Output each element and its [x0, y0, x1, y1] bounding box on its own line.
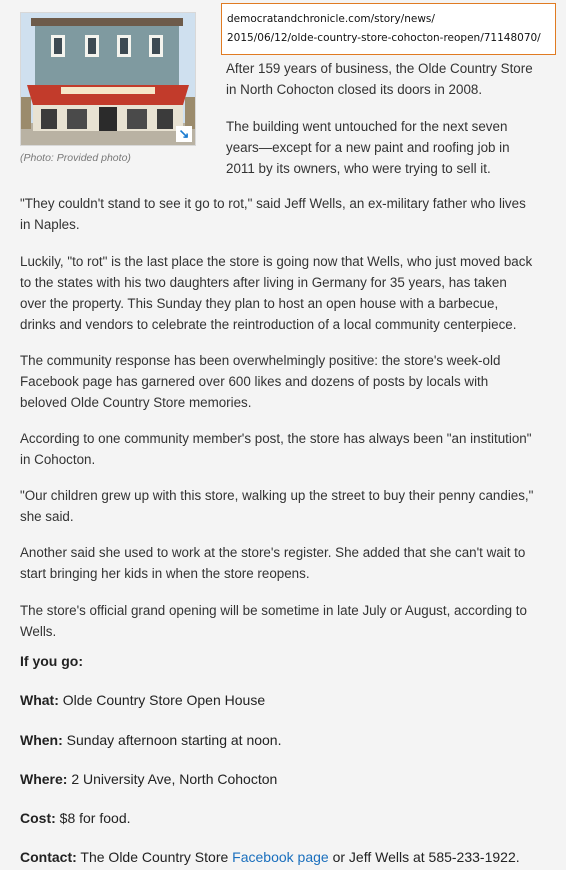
photo-caption: (Photo: Provided photo)	[20, 152, 131, 164]
text-line: beloved Olde Country Store memories.	[20, 395, 252, 410]
text-line: in Cohocton.	[20, 452, 96, 467]
text-line: Another said she used to work at the store's register. She added that she can't wait to	[20, 545, 526, 560]
article-paragraph-2	[226, 116, 556, 179]
source-url-line-2: 2015/06/12/olde-country-store-cohocton-reopen/71148070/	[227, 32, 541, 44]
text-line: start bringing her kids in when the store reopens.	[20, 566, 310, 581]
text-line: The store's official grand opening will be sometime in late July or August, according to	[20, 603, 527, 618]
facebook-page-link[interactable]: Facebook page	[232, 849, 329, 865]
info-contact	[20, 849, 520, 865]
text-line: in Naples.	[20, 217, 80, 232]
cost-value: $8 for food.	[55, 810, 131, 826]
text-line: According to one community member's post, the store has always been "an institution"	[20, 431, 532, 446]
where-value: 2 University Ave, North Cohocton	[67, 771, 278, 787]
article-paragraph-9	[20, 600, 560, 642]
expand-arrow-icon[interactable]: ↘	[176, 126, 192, 142]
what-value: Olde Country Store Open House	[58, 692, 266, 708]
article-paragraph-3	[20, 193, 560, 235]
article-paragraph-1	[226, 58, 556, 100]
source-url-box	[221, 3, 556, 55]
text-line: Luckily, "to rot" is the last place the store is going now that Wells, who just moved back	[20, 254, 533, 269]
source-url-line-1: democratandchronicle.com/story/news/	[227, 13, 435, 25]
info-when	[20, 732, 281, 748]
contact-label: Contact:	[20, 849, 77, 865]
text-line: to the states with his two daughters after living in Germany for 35 years, has taken	[20, 275, 507, 290]
text-line: After 159 years of business, the Olde Country Store	[226, 61, 533, 76]
text-line: over the property. This Sunday they plan to host an open house with a barbecue,	[20, 296, 499, 311]
where-label: Where:	[20, 771, 68, 787]
info-cost	[20, 810, 131, 826]
text-line: "Our children grew up with this store, walking up the street to buy their penny candies,"	[20, 488, 534, 503]
contact-post: or Jeff Wells at 585-233-1922.	[328, 849, 520, 865]
text-line: she said.	[20, 509, 74, 524]
text-line: "They couldn't stand to see it go to rot," said Jeff Wells, an ex-military father who lives	[20, 196, 526, 211]
article-paragraph-6	[20, 428, 560, 470]
article-paragraph-4	[20, 251, 560, 335]
text-line: Wells.	[20, 624, 57, 639]
when-label: When:	[20, 732, 63, 748]
text-line: Facebook page has garnered over 600 likes and dozens of posts by locals with	[20, 374, 489, 389]
text-line: in North Cohocton closed its doors in 2008.	[226, 82, 483, 97]
text-line: drinks and vendors to celebrate the reintroduction of a local community centerpiece.	[20, 317, 517, 332]
store-photo	[20, 12, 196, 146]
cost-label: Cost:	[20, 810, 56, 826]
article-paragraph-7	[20, 485, 560, 527]
text-line: The building went untouched for the next seven	[226, 119, 508, 134]
text-line: 2011 by its owners, who were trying to sell it.	[226, 161, 491, 176]
contact-pre: The Olde Country Store	[76, 849, 233, 865]
article-paragraph-8	[20, 542, 560, 584]
text-line: The community response has been overwhelmingly positive: the store's week-old	[20, 353, 501, 368]
info-what	[20, 692, 265, 708]
if-you-go-heading	[20, 653, 83, 669]
article-photo[interactable]	[20, 12, 194, 144]
info-where	[20, 771, 277, 787]
text-line: years—except for a new paint and roofing job in	[226, 140, 510, 155]
what-label: What:	[20, 692, 59, 708]
if-you-go-heading-text: If you go:	[20, 653, 83, 669]
article-paragraph-5	[20, 350, 560, 413]
when-value: Sunday afternoon starting at noon.	[62, 732, 282, 748]
